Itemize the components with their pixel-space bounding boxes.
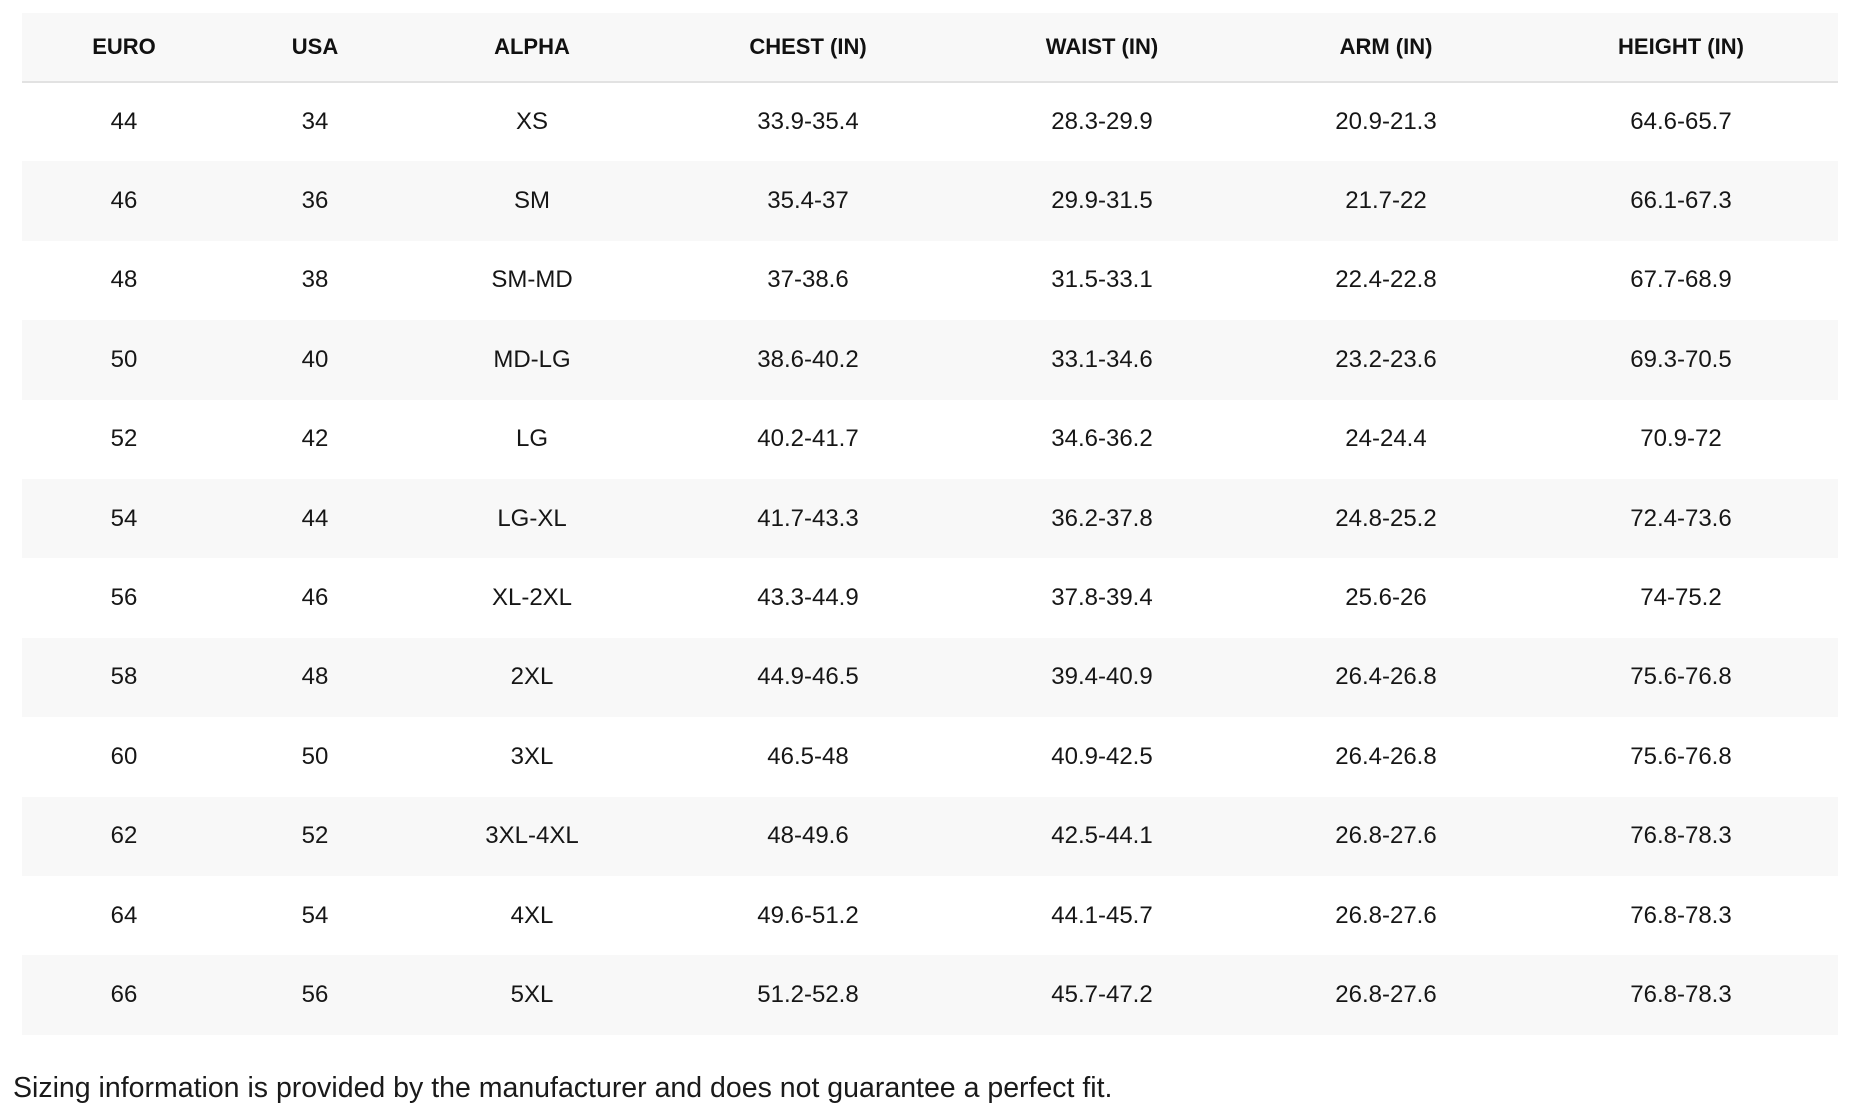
header-arm: ARM (IN) — [1248, 13, 1524, 82]
cell-chest: 37-38.6 — [767, 266, 849, 294]
table-row — [22, 876, 1838, 955]
cell-arm: 25.6-26 — [1345, 584, 1427, 612]
cell-chest: 43.3-44.9 — [757, 584, 859, 612]
cell-arm: 26.8-27.6 — [1335, 822, 1437, 850]
cell-height: 76.8-78.3 — [1630, 980, 1732, 1008]
cell-alpha: LG-XL — [497, 504, 567, 532]
table-row — [22, 955, 1838, 1034]
cell-chest: 40.2-41.7 — [757, 425, 859, 453]
cell-alpha: 5XL — [510, 980, 554, 1008]
cell-height: 74-75.2 — [1640, 584, 1722, 612]
cell-usa: 42 — [301, 425, 329, 453]
cell-height: 69.3-70.5 — [1630, 345, 1732, 373]
cell-chest: 33.9-35.4 — [757, 108, 859, 136]
cell-usa: 56 — [301, 980, 329, 1008]
cell-waist: 31.5-33.1 — [1051, 266, 1153, 294]
cell-arm: 20.9-21.3 — [1335, 108, 1437, 136]
cell-alpha: MD-LG — [493, 345, 571, 373]
cell-alpha: 3XL-4XL — [485, 822, 579, 850]
cell-alpha: 4XL — [510, 901, 554, 929]
cell-arm: 22.4-22.8 — [1335, 266, 1437, 294]
cell-waist: 34.6-36.2 — [1051, 425, 1153, 453]
cell-height: 72.4-73.6 — [1630, 504, 1732, 532]
cell-height: 75.6-76.8 — [1630, 663, 1732, 691]
cell-usa: 40 — [301, 345, 329, 373]
cell-euro: 54 — [110, 504, 138, 532]
header-alpha: ALPHA — [404, 13, 660, 82]
cell-arm: 24-24.4 — [1345, 425, 1427, 453]
cell-alpha: LG — [515, 425, 548, 453]
size-chart-header — [22, 13, 1838, 82]
table-row — [22, 797, 1838, 876]
header-height: HEIGHT (IN) — [1524, 13, 1838, 82]
cell-waist: 45.7-47.2 — [1051, 980, 1153, 1008]
cell-euro: 56 — [110, 584, 138, 612]
cell-chest: 49.6-51.2 — [757, 901, 859, 929]
cell-waist: 44.1-45.7 — [1051, 901, 1153, 929]
cell-usa: 34 — [301, 108, 329, 136]
header-waist: WAIST (IN) — [956, 13, 1248, 82]
table-row — [22, 241, 1838, 320]
cell-arm: 23.2-23.6 — [1335, 345, 1437, 373]
cell-euro: 46 — [110, 187, 138, 215]
cell-euro: 52 — [110, 425, 138, 453]
cell-usa: 48 — [301, 663, 329, 691]
cell-alpha: 3XL — [510, 742, 554, 770]
size-chart-table — [22, 13, 1838, 1035]
cell-alpha: 2XL — [510, 663, 554, 691]
cell-waist: 33.1-34.6 — [1051, 345, 1153, 373]
cell-euro: 62 — [110, 822, 138, 850]
cell-usa: 44 — [301, 504, 329, 532]
cell-euro: 60 — [110, 742, 138, 770]
cell-waist: 36.2-37.8 — [1051, 504, 1153, 532]
cell-height: 67.7-68.9 — [1630, 266, 1732, 294]
cell-arm: 26.8-27.6 — [1335, 980, 1437, 1008]
cell-waist: 29.9-31.5 — [1051, 187, 1153, 215]
cell-chest: 46.5-48 — [767, 742, 849, 770]
cell-height: 66.1-67.3 — [1630, 187, 1732, 215]
cell-arm: 26.4-26.8 — [1335, 742, 1437, 770]
cell-height: 75.6-76.8 — [1630, 742, 1732, 770]
cell-arm: 26.4-26.8 — [1335, 663, 1437, 691]
cell-usa: 36 — [301, 187, 329, 215]
cell-euro: 50 — [110, 345, 138, 373]
cell-arm: 26.8-27.6 — [1335, 901, 1437, 929]
cell-euro: 58 — [110, 663, 138, 691]
cell-usa: 38 — [301, 266, 329, 294]
cell-waist: 40.9-42.5 — [1051, 742, 1153, 770]
cell-chest: 41.7-43.3 — [757, 504, 859, 532]
cell-waist: 42.5-44.1 — [1051, 822, 1153, 850]
cell-usa: 54 — [301, 901, 329, 929]
cell-alpha: SM-MD — [491, 266, 573, 294]
cell-chest: 44.9-46.5 — [757, 663, 859, 691]
cell-height: 76.8-78.3 — [1630, 822, 1732, 850]
cell-chest: 38.6-40.2 — [757, 345, 859, 373]
table-row — [22, 161, 1838, 240]
cell-height: 70.9-72 — [1640, 425, 1722, 453]
header-row — [22, 13, 1838, 82]
sizing-disclaimer: Sizing information is provided by the manufacturer and does not guarantee a perfect fit. — [13, 1072, 1113, 1104]
cell-alpha: XL-2XL — [491, 584, 573, 612]
table-row — [22, 558, 1838, 637]
table-row — [22, 479, 1838, 558]
cell-chest: 35.4-37 — [767, 187, 849, 215]
table-row — [22, 320, 1838, 399]
cell-alpha: XS — [515, 108, 548, 136]
cell-waist: 28.3-29.9 — [1051, 108, 1153, 136]
size-chart-body — [22, 82, 1838, 1035]
table-row — [22, 400, 1838, 479]
cell-euro: 44 — [110, 108, 138, 136]
cell-euro: 64 — [110, 901, 138, 929]
cell-euro: 48 — [110, 266, 138, 294]
cell-chest: 48-49.6 — [767, 822, 849, 850]
table-row — [22, 638, 1838, 717]
header-euro: EURO — [22, 13, 226, 82]
header-usa: USA — [226, 13, 404, 82]
table-row — [22, 717, 1838, 796]
cell-waist: 39.4-40.9 — [1051, 663, 1153, 691]
cell-euro: 66 — [110, 980, 138, 1008]
cell-arm: 24.8-25.2 — [1335, 504, 1437, 532]
cell-usa: 52 — [301, 822, 329, 850]
cell-height: 76.8-78.3 — [1630, 901, 1732, 929]
cell-alpha: SM — [514, 187, 550, 215]
cell-height: 64.6-65.7 — [1630, 108, 1732, 136]
header-chest: CHEST (IN) — [660, 13, 956, 82]
cell-usa: 46 — [301, 584, 329, 612]
cell-usa: 50 — [301, 742, 329, 770]
table-row — [22, 82, 1838, 161]
cell-arm: 21.7-22 — [1345, 187, 1427, 215]
cell-chest: 51.2-52.8 — [757, 980, 859, 1008]
cell-waist: 37.8-39.4 — [1051, 584, 1153, 612]
